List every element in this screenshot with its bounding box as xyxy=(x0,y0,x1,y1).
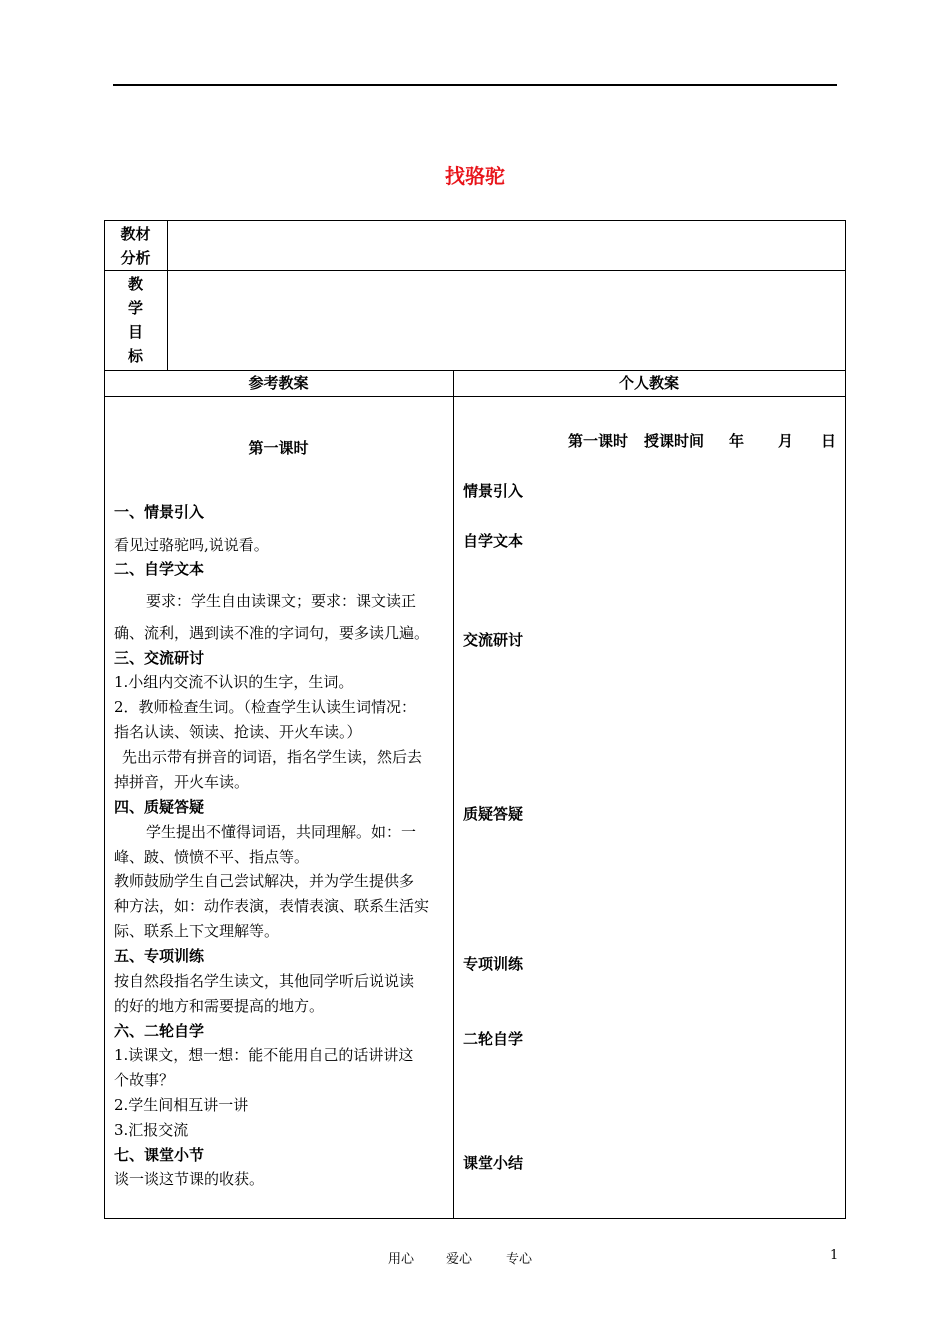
content-line: 教师鼓励学生自己尝试解决，并为学生提供多 xyxy=(114,872,415,890)
section-heading: 五、专项训练 xyxy=(114,947,205,965)
content-line: 掉拼音，开火车读。 xyxy=(114,773,250,791)
content-line: 种方法，如：动作表演，表情表演、联系生活实 xyxy=(114,897,430,915)
content-line: 先出示带有拼音的词语，指名学生读，然后去 xyxy=(122,748,423,766)
footer-item: 专心 xyxy=(506,1252,533,1267)
content-line: 按自然段指名学生读文，其他同学听后说说读 xyxy=(114,972,415,990)
section-heading: 二、自学文本 xyxy=(114,560,205,578)
row-label-teaching-goals: 教 学 目 标 xyxy=(127,275,143,365)
content-line: 指名认读、领读、抢读、开火车读。） xyxy=(114,723,362,741)
content-line: 个故事？ xyxy=(114,1071,175,1089)
right-section-heading: 质疑答疑 xyxy=(463,805,524,823)
footer-item: 用心 xyxy=(388,1252,415,1267)
right-section-heading: 课堂小结 xyxy=(463,1154,524,1172)
year-label: 年 xyxy=(729,432,745,450)
footer-item: 爱心 xyxy=(446,1252,473,1267)
section-heading: 四、质疑答疑 xyxy=(114,798,205,816)
section-heading: 七、课堂小节 xyxy=(114,1146,205,1164)
page-number: 1 xyxy=(830,1248,839,1263)
column-header-reference-plan: 参考教案 xyxy=(248,374,309,392)
content-line: 谈一谈这节课的收获。 xyxy=(114,1170,265,1188)
content-line: 峰、跛、愤愤不平、指点等。 xyxy=(114,848,310,866)
content-line: 际、联系上下文理解等。 xyxy=(114,922,280,940)
content-line: 1.小组内交流不认识的生字，生词。 xyxy=(114,673,354,691)
right-section-heading: 自学文本 xyxy=(463,532,524,550)
section-heading: 一、情景引入 xyxy=(114,503,205,521)
content-line: 1.读课文，想一想：能不能用自己的话讲讲这 xyxy=(114,1046,414,1064)
section-heading: 六、二轮自学 xyxy=(114,1022,205,1040)
content-line: 确、流利，遇到读不准的字词句，要多读几遍。 xyxy=(114,624,430,642)
content-line: 看见过骆驼吗,说说看。 xyxy=(114,536,269,554)
right-section-heading: 二轮自学 xyxy=(463,1030,524,1048)
header-rule xyxy=(113,84,837,86)
content-line: 的好的地方和需要提高的地方。 xyxy=(114,997,325,1015)
content-line: 要求：学生自由读课文；要求：课文读正 xyxy=(146,592,417,610)
section-heading: 三、交流研讨 xyxy=(114,649,205,667)
left-lesson-heading: 第一课时 xyxy=(248,439,309,457)
content-line: 学生提出不懂得词语，共同理解。如：一 xyxy=(146,823,417,841)
content-line: 2．教师检查生词。（检查学生认读生词情况： xyxy=(114,698,417,716)
right-section-heading: 情景引入 xyxy=(463,482,524,500)
column-header-personal-plan: 个人教案 xyxy=(618,374,679,392)
month-label: 月 xyxy=(778,432,794,450)
content-line: 2.学生间相互讲一讲 xyxy=(114,1096,249,1114)
page-title: 找骆驼 xyxy=(445,164,505,188)
row-label-material-analysis: 教材 分析 xyxy=(120,225,151,267)
content-line: 3.汇报交流 xyxy=(114,1121,189,1139)
teaching-time-label: 授课时间 xyxy=(644,432,705,450)
right-section-heading: 专项训练 xyxy=(463,955,524,973)
right-lesson-label: 第一课时 xyxy=(568,432,629,450)
right-section-heading: 交流研讨 xyxy=(463,631,524,649)
day-label: 日 xyxy=(821,432,837,450)
